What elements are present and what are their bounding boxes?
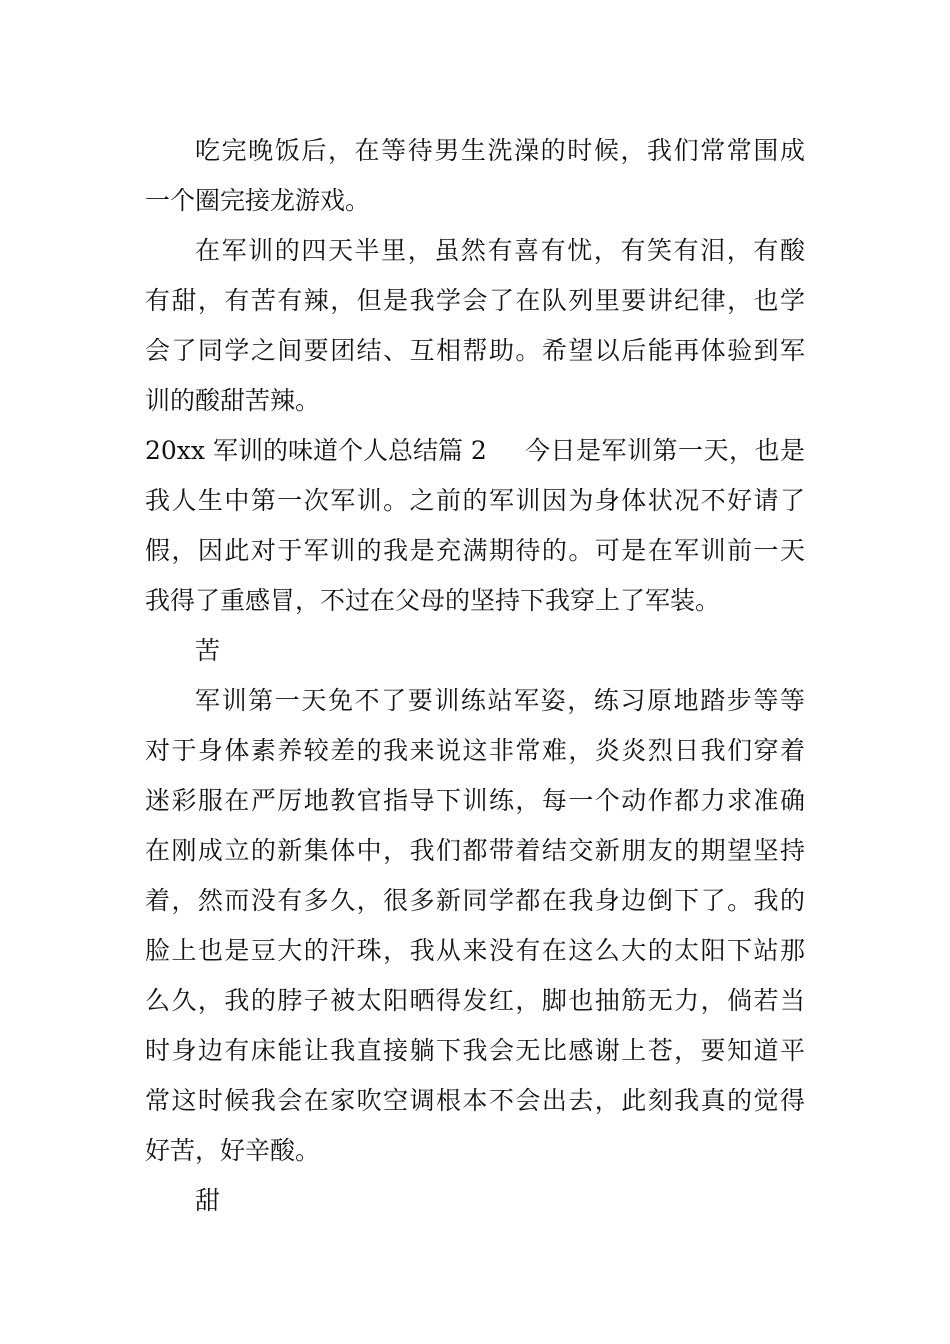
para3-line-3: 假，因此对于军训的我是充满期待的。可是在军训前一天 xyxy=(145,536,805,565)
para4-line-6: 脸上也是豆大的汗珠，我从来没有在这么大的太阳下站那 xyxy=(145,936,805,965)
para4-line-7: 么久，我的脖子被太阳晒得发红，脚也抽筋无力，倘若当 xyxy=(145,986,805,1015)
para2-line-1: 在军训的四天半里，虽然有喜有忧，有笑有泪，有酸 xyxy=(195,236,805,265)
subheading-sweet: 甜 xyxy=(195,1186,221,1215)
para4-line-4: 在刚成立的新集体中，我们都带着结交新朋友的期望坚持 xyxy=(145,836,805,865)
para4-line-5: 着，然而没有多久，很多新同学都在我身边倒下了。我的 xyxy=(145,886,805,915)
para3-line-1: 今日是军训第一天，也是 xyxy=(525,436,805,465)
para4-line-10: 好苦，好辛酸。 xyxy=(145,1136,321,1165)
para2-line-2: 有甜，有苦有辣，但是我学会了在队列里要讲纪律，也学 xyxy=(145,286,805,315)
para1-line-1: 吃完晚饭后，在等待男生洗澡的时候，我们常常围成 xyxy=(195,136,805,165)
para1-line-2: 一个圈完接龙游戏。 xyxy=(145,186,371,215)
para4-line-3: 迷彩服在严厉地教官指导下训练，每一个动作都力求准确 xyxy=(145,786,805,815)
section-heading-line xyxy=(145,434,805,468)
subheading-bitter: 苦 xyxy=(195,636,221,665)
para2-line-3: 会了同学之间要团结、互相帮助。希望以后能再体验到军 xyxy=(145,336,805,365)
section-heading: 20xx 军训的味道个人总结篇 2 xyxy=(145,436,487,465)
para4-line-1: 军训第一天免不了要训练站军姿，练习原地踏步等等 xyxy=(195,686,805,715)
para3-line-2: 我人生中第一次军训。之前的军训因为身体状况不好请了 xyxy=(145,486,805,515)
para2-line-4: 训的酸甜苦辣。 xyxy=(145,386,321,415)
para4-line-8: 时身边有床能让我直接躺下我会无比感谢上苍，要知道平 xyxy=(145,1036,805,1065)
para4-line-9: 常这时候我会在家吹空调根本不会出去，此刻我真的觉得 xyxy=(145,1086,805,1115)
para3-line-4: 我得了重感冒，不过在父母的坚持下我穿上了军装。 xyxy=(145,586,721,615)
para4-line-2: 对于身体素养较差的我来说这非常难，炎炎烈日我们穿着 xyxy=(145,736,805,765)
